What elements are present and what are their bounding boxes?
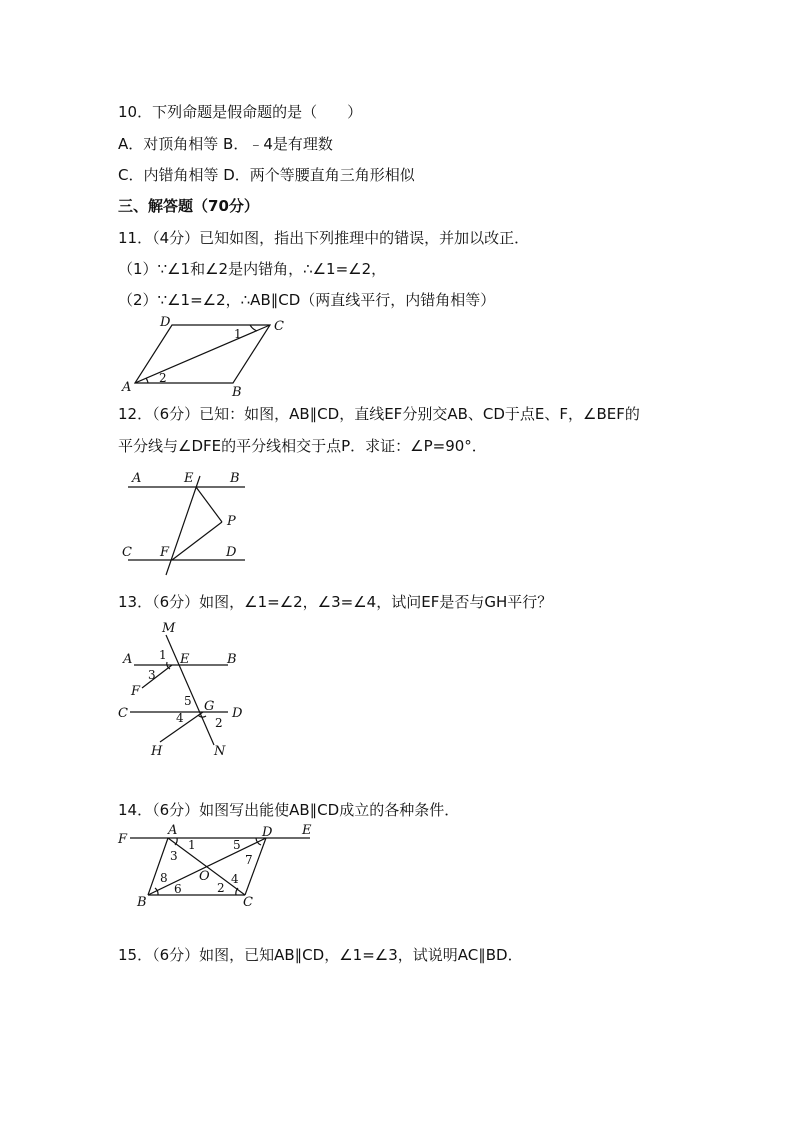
q10-options-ab: A．对顶角相等 B．﹣4是有理数 [118,135,333,153]
q11-label-D: D [160,315,171,330]
q11-label-2: 2 [159,371,167,385]
q13-label-H: H [151,744,163,759]
q13-label-E: E [180,652,190,667]
q12-label-D: D [226,545,237,560]
q13-label-D: D [232,706,243,721]
q13-label-B: B [227,652,237,667]
q15-stem: 15．（6分）如图，已知AB∥CD，∠1=∠3，试说明AC∥BD． [118,946,523,964]
q11-label-B: B [232,385,242,400]
q12-label-A: A [132,471,142,486]
q12-label-F: F [160,545,170,560]
q13-label-C: C [118,706,128,721]
q11-label-A: A [122,380,132,395]
q11-part1: （1）∵∠1和∠2是内错角，∴∠1=∠2， [118,260,387,278]
q14-label-4: 4 [231,872,239,886]
q13-label-3: 3 [148,668,156,682]
q14-label-8: 8 [160,871,168,885]
q14-label-7: 7 [245,853,253,867]
q14-label-B: B [137,895,147,910]
q14-label-5: 5 [233,838,241,852]
q10-stem: 10．下列命题是假命题的是（ ） [118,103,363,121]
q13-label-G: G [204,699,215,714]
q11-label-1: 1 [234,327,242,341]
q14-label-A: A [168,823,178,838]
q14-stem: 14．（6分）如图写出能使AB∥CD成立的各种条件． [118,801,460,819]
q12-label-C: C [122,545,132,560]
q12-label-P: P [227,514,236,529]
section-header: 三、解答题（70分） [118,197,259,215]
q14-label-D: D [262,825,273,840]
q13-label-2: 2 [215,716,223,730]
q14-label-C: C [243,895,253,910]
q14-label-E: E [302,823,312,838]
q13-label-5: 5 [184,694,192,708]
q14-label-2: 2 [217,881,225,895]
q12-label-E: E [184,471,194,486]
q13-stem: 13．（6分）如图，∠1=∠2，∠3=∠4，试问EF是否与GH平行？ [118,593,553,611]
q10-options-cd: C．内错角相等 D．两个等腰直角三角形相似 [118,166,415,184]
q14-label-3: 3 [170,849,178,863]
q11-part2: （2）∵∠1=∠2，∴AB∥CD（两直线平行，内错角相等） [118,291,496,309]
q14-label-6: 6 [174,882,182,896]
q13-label-N: N [214,744,226,759]
q13-label-F: F [131,684,141,699]
q13-label-A: A [123,652,133,667]
q12-line1: 12．（6分）已知：如图，AB∥CD，直线EF分别交AB、CD于点E、F，∠BEF的 [118,405,640,423]
q12-label-B: B [230,471,240,486]
q11-label-C: C [274,319,284,334]
q12-line2: 平分线与∠DFE的平分线相交于点P．求证：∠P=90°． [118,437,487,455]
q13-label-1: 1 [159,648,167,662]
q14-label-F: F [118,832,128,847]
q14-label-O: O [199,869,210,884]
q13-label-M: M [162,621,176,636]
q13-label-4: 4 [176,711,184,725]
q11-stem: 11．（4分）已知如图，指出下列推理中的错误，并加以改正． [118,229,530,247]
q14-label-1: 1 [188,838,196,852]
